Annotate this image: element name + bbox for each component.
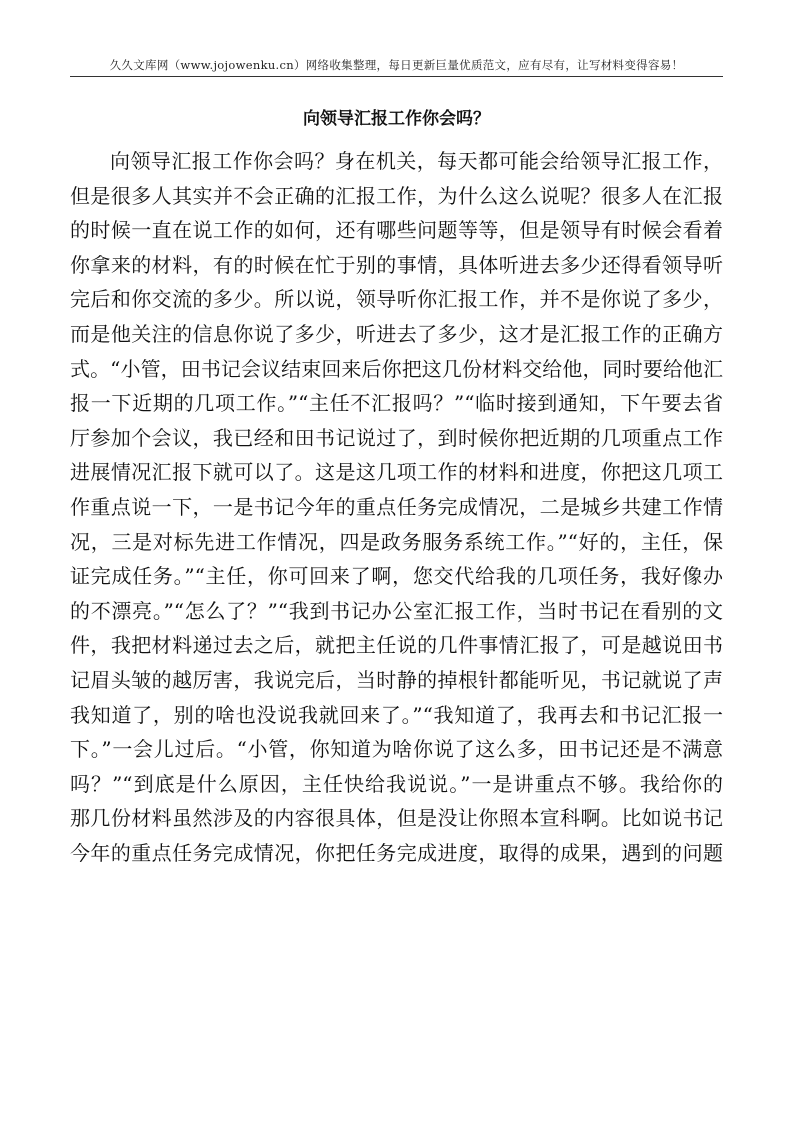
body-line: 那几份材料虽然涉及的内容很具体，但是没让你照本宣科啊。比如说书记: [70, 806, 723, 831]
body-line: 而是他关注的信息你说了多少，听进去了多少，这才是汇报工作的正确方: [70, 321, 723, 346]
body-line: 式。“小管，田书记会议结束回来后你把这几份材料交给他，同时要给他汇: [70, 356, 723, 381]
body-line: 完后和你交流的多少。所以说，领导听你汇报工作，并不是你说了多少，: [70, 287, 723, 312]
header-divider: [70, 76, 723, 77]
body-line: 厅参加个会议，我已经和田书记说过了，到时候你把近期的几项重点工作: [70, 425, 723, 450]
body-line: 报一下近期的几项工作。”“主任不汇报吗？”“临时接到通知，下午要去省: [70, 391, 723, 416]
body-line: 但是很多人其实并不会正确的汇报工作，为什么这么说呢？很多人在汇报: [70, 183, 723, 208]
body-line: 下。”一会儿过后。“小管，你知道为啥你说了这么多，田书记还是不满意: [70, 737, 723, 762]
body-line: 件，我把材料递过去之后，就把主任说的几件事情汇报了，可是越说田书: [70, 633, 723, 658]
body-line: 记眉头皱的越厉害，我说完后，当时静的掉根针都能听见，书记就说了声: [70, 667, 723, 692]
body-line: 的不漂亮。”“怎么了？”“我到书记办公室汇报工作，当时书记在看别的文: [70, 598, 723, 623]
body-line: 作重点说一下，一是书记今年的重点任务完成情况，二是城乡共建工作情: [70, 494, 723, 519]
body-line: 我知道了，别的啥也没说我就回来了。”“我知道了，我再去和书记汇报一: [70, 702, 723, 727]
body-line: 吗？”“到底是什么原因，主任快给我说说。”一是讲重点不够。我给你的: [70, 771, 723, 796]
body-line: 你拿来的材料，有的时候在忙于别的事情，具体听进去多少还得看领导听: [70, 252, 723, 277]
header-note: 久久文库网（www.jojowenku.cn）网络收集整理，每日更新巨量优质范文，应有尽有，让写材料变得容易！: [109, 58, 684, 72]
body-line: 向领导汇报工作你会吗？身在机关，每天都可能会给领导汇报工作，: [110, 149, 723, 173]
document-body: [70, 144, 723, 870]
document-title: 向领导汇报工作你会吗？: [303, 109, 490, 129]
body-line: 进展情况汇报下就可以了。这是这几项工作的材料和进度，你把这几项工: [70, 460, 723, 485]
body-line: 今年的重点任务完成情况，你把任务完成进度，取得的成果，遇到的问题: [70, 840, 723, 865]
body-line: 证完成任务。”“主任，你可回来了啊，您交代给我的几项任务，我好像办: [70, 564, 723, 589]
body-line: 况，三是对标先进工作情况，四是政务服务系统工作。”“好的，主任，保: [70, 529, 723, 554]
body-line: 的时候一直在说工作的如何，还有哪些问题等等，但是领导有时候会看着: [70, 218, 723, 243]
